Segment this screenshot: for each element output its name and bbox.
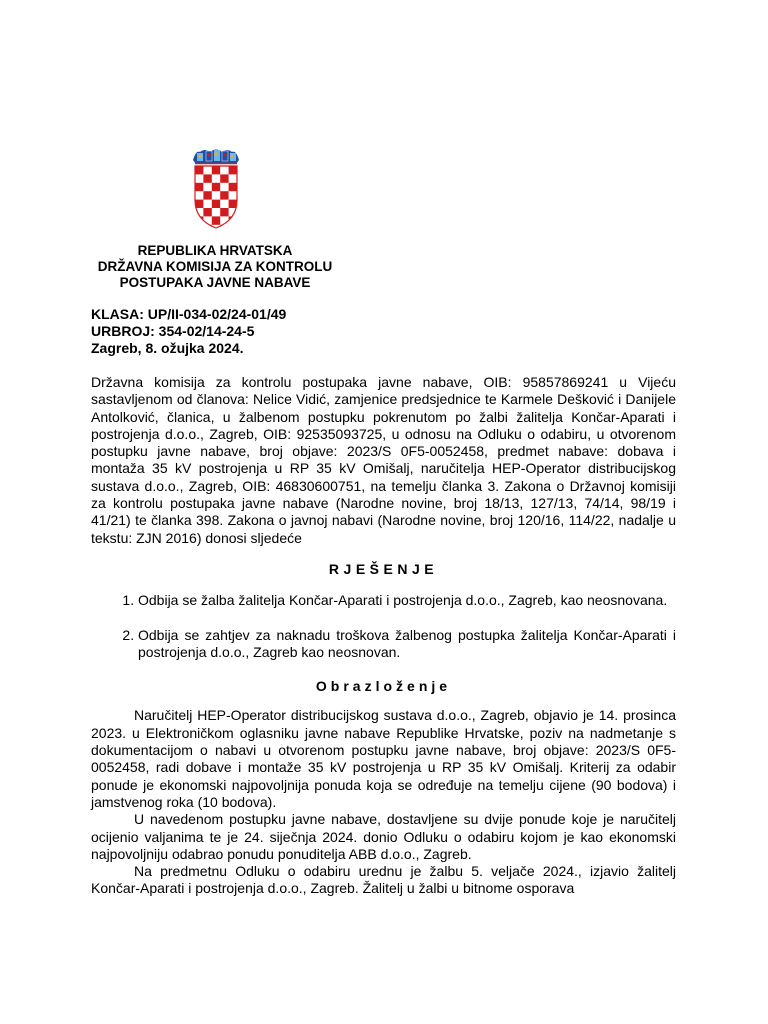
klasa: KLASA: UP/II-034-02/24-01/49: [91, 306, 287, 322]
institution-header: [70, 243, 360, 291]
urbroj: URBROJ: 354-02/14-24-5: [91, 323, 255, 339]
header-line-3: POSTUPAKA JAVNE NABAVE: [119, 275, 311, 290]
ruling-heading: RJEŠENJE: [328, 560, 439, 577]
ruling-item-1: 1. Odbija se žalba žalitelja Končar-Aparati i postrojenja d.o.o., Zagreb, kao neosnovana.: [138, 592, 676, 609]
reasoning-paragraph-2: U navedenom postupku javne nabave, dostavljene su dvije ponude koje je naručitelj ocijenio valjanima te je 24. siječnja 2024. donio Odluku o odabiru kojom je kao ekonomski najpovoljniju odabrao ponudu ponuditelja ABB d.o.o., Zagreb.: [91, 811, 676, 862]
header-line-2: DRŽAVNA KOMISIJA ZA KONTROLU: [97, 259, 333, 274]
intro-paragraph: Državna komisija za kontrolu postupaka javne nabave, OIB: 95857869241 u Vijeću sastavljenom od članova: Nelice Vidić, zamjenice predsjednice te Karmele Dešković i Danijele Antolković, članica, u žalbenom postupku pokrenutom po žalbi žalitelja Končar-Aparati i postrojenja d.o.o., Zagreb, OIB: 92535093725, u odnosu na Odluku o odabiru, u otvorenom postupku javne nabave, broj objave: 2023/S 0F5-0052458, predmet nabave: dobava i montaža 35 kV postrojenja u RP 35 kV Omišalj, naručitelja HEP-Operator distribucijskog sustava d.o.o., Zagreb, OIB: 46830600751, na temelju članka 3. Zakona o Državnoj komisiji za kontrolu postupaka javne nabave (Narodne novine, broj 18/13, 127/13, 74/14, 98/19 i 41/21) te članka 398. Zakona o javnoj nabavi (Narodne novine, broj 120/16, 114/22, nadalje u tekstu: ZJN 2016) donosi sljedeće: [91, 374, 676, 546]
reasoning-paragraph-3: Na predmetnu Odluku o odabiru urednu je žalbu 5. veljače 2024., izjavio žalitelj Končar-Aparati i postrojenja d.o.o., Zagreb. Žalitelj u žalbi u bitnome osporava: [91, 863, 676, 897]
document-body: [91, 374, 676, 898]
header-line-1: REPUBLIKA HRVATSKA: [137, 243, 293, 258]
croatian-coat-of-arms-icon: [190, 148, 242, 230]
document-date: Zagreb, 8. ožujka 2024.: [91, 340, 244, 356]
ruling-list: [91, 592, 676, 661]
reasoning-heading: Obrazloženje: [315, 678, 452, 695]
ruling-item-2: 2. Odbija se zahtjev za naknadu troškova žalbenog postupka žalitelja Končar-Aparati i postrojenja d.o.o., Zagreb kao neosnovan.: [138, 627, 676, 662]
reasoning-paragraph-1: Naručitelj HEP-Operator distribucijskog sustava d.o.o., Zagreb, objavio je 14. prosinca 2023. u Elektroničkom oglasniku javne nabave Republike Hrvatske, poziv na nadmetanje s dokumentacijom o nabavi u otvorenom postupku javne nabave, broj objave: 2023/S 0F5-0052458, radi dobave i montaže 35 kV postrojenja u RP 35 kV Omišalj. Kriterij za odabir ponude je ekonomski najpovoljnija ponuda koja se određuje na temelju cijene (90 bodova) i jamstvenog roka (10 bodova).: [91, 707, 676, 810]
document-references: [91, 306, 286, 357]
